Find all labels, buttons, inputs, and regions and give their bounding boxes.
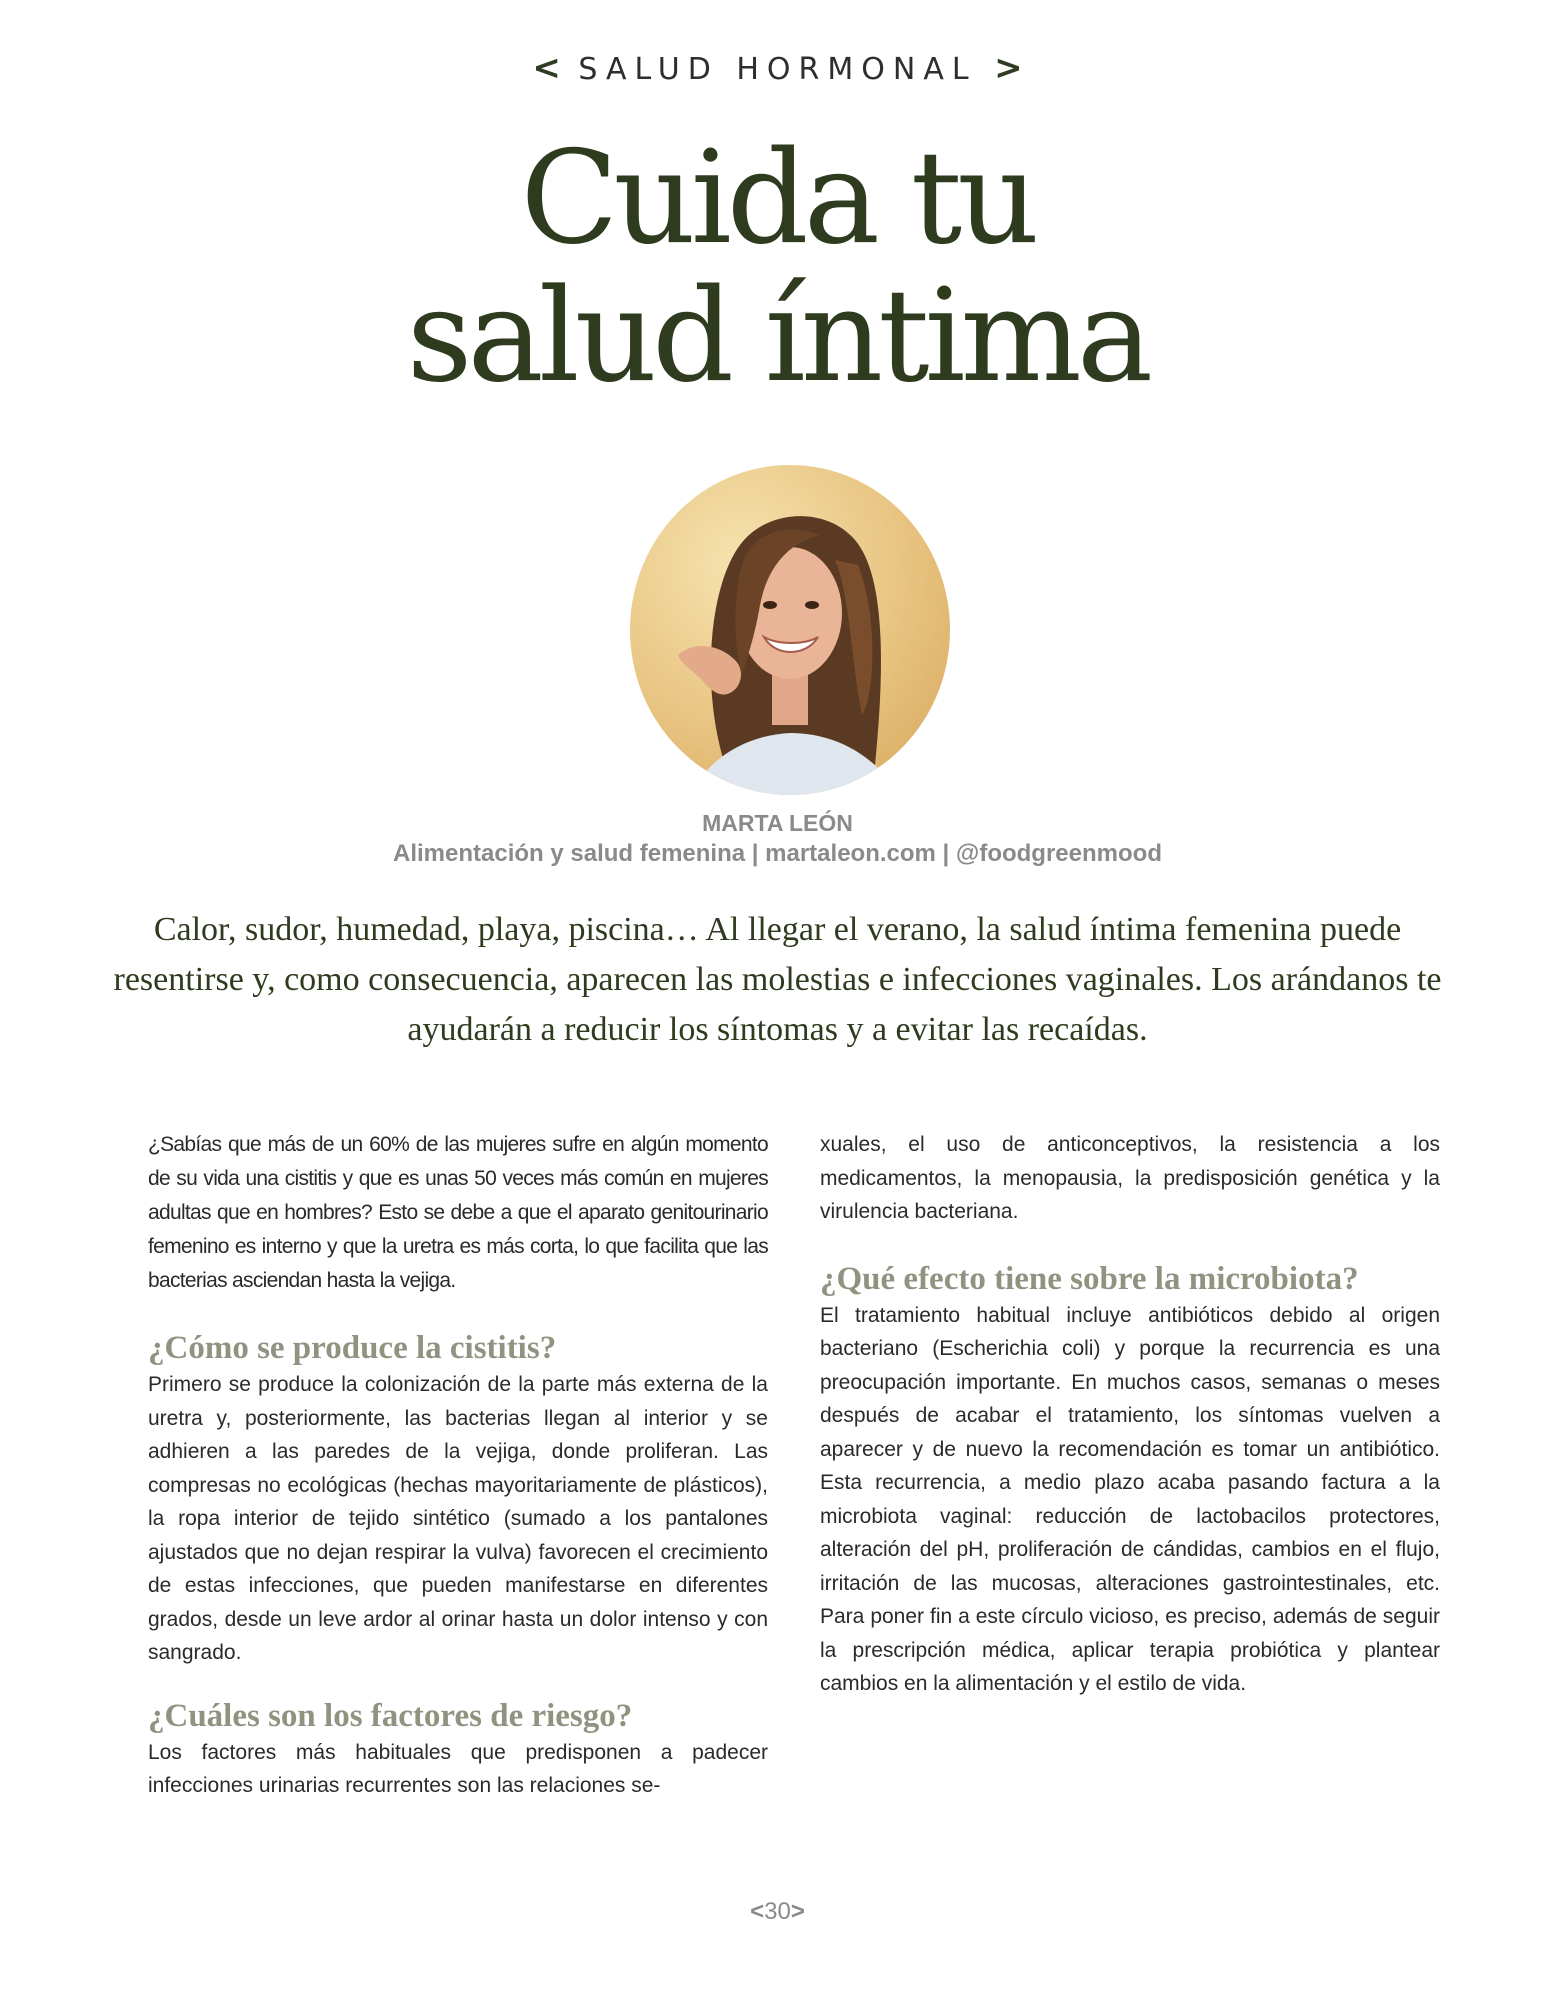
intro-paragraph: ¿Sabías que más de un 60% de las mujeres sufre en algún momento de su vida una cistitis y que es unas 50 veces más común en mujeres adultas que en hombres? Esto se debe a que el aparato genitourinario femenino es interno y que la uretra es más corta, lo que facilita que las bacterias asciendan hasta la vejiga.	[148, 1133, 768, 1292]
continued-paragraph: xuales, el uso de anticonceptivos, la resistencia a los medicamentos, la menopausia, la predisposición genética y la virulencia bacteriana.	[820, 1133, 1440, 1223]
page-number-value: 30	[764, 1898, 791, 1925]
author-portrait-illustration	[630, 465, 950, 795]
article-title	[0, 124, 1555, 411]
title-line-2: salud íntima	[406, 262, 1149, 411]
body-microbiota: El tratamiento habitual incluye antibióticos debido al origen bacteriano (Escherichia coli) y porque la recurrencia es una preocupación importante. En muchos casos, semanas o meses después de acabar el tratamiento, los síntomas vuelven a aparecer y de nuevo la recomendación es tomar un antibiótico. Esta recurrencia, a medio plazo acaba pasando factura a la microbiota vaginal: reducción de lactobacilos protectores, alteración del pH, proliferación de cándidas, cambios en el flujo, irritación de las mucosas, alteraciones gastrointestinales, etc. Para poner fin a este círculo vicioso, es preciso, además de seguir la prescripción médica, aplicar terapia probiótica y plantear cambios en la alimentación y el estilo de vida.	[820, 1303, 1440, 1695]
chevron-left-icon: <	[532, 48, 561, 88]
section-label: SALUD HORMONAL	[578, 52, 977, 87]
chevron-right-icon: >	[994, 48, 1023, 88]
right-column	[820, 1128, 1440, 1701]
author-photo	[630, 465, 950, 795]
page-number	[0, 1898, 1555, 1926]
section-tag	[0, 48, 1555, 88]
body-cistitis: Primero se produce la colonización de la parte más externa de la uretra y, posteriormente, las bacterias llegan al interior y se adhieren a las paredes de la vejiga, donde proliferan. Las compresas no ecológicas (hechas mayoritariamente de plásticos), la ropa interior de tejido sintético (sumado a los pantalones ajustados que no dejan respirar la vulva) favorecen el crecimiento de estas infecciones, que pueden manifestarse en diferentes grados, desde un leve ardor al orinar hasta un dolor intenso y con sangrado.	[148, 1373, 768, 1664]
left-column	[148, 1128, 768, 1803]
heading-risk-factors: ¿Cuáles son los factores de riesgo?	[148, 1697, 633, 1734]
chevron-left-icon: <	[750, 1898, 765, 1925]
title-line-1: Cuida tu	[520, 124, 1035, 273]
author-subtitle: Alimentación y salud femenina | martaleon.com | @foodgreenmood	[393, 840, 1162, 867]
body-risk-factors: Los factores más habituales que predisponen a padecer infecciones urinarias recurrentes son las relaciones se-	[148, 1740, 768, 1797]
article-lead: Calor, sudor, humedad, playa, piscina… Al llegar el verano, la salud íntima femenina puede resentirse y, como consecuencia, aparecen las molestias e infecciones vaginales. Los arándanos te ayudarán a reducir los síntomas y a evitar las recaídas.	[113, 911, 1442, 1048]
chevron-right-icon: >	[790, 1898, 805, 1925]
heading-cistitis: ¿Cómo se produce la cistitis?	[148, 1330, 557, 1366]
heading-microbiota: ¿Qué efecto tiene sobre la microbiota?	[820, 1260, 1359, 1297]
author-name: MARTA LEÓN	[702, 810, 853, 836]
